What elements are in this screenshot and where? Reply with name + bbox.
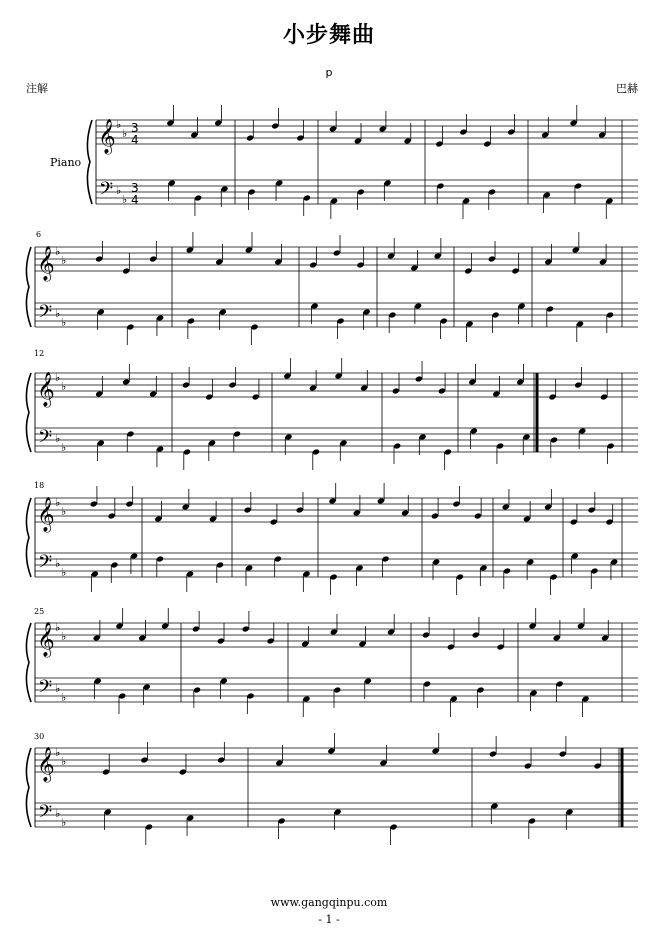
measure-number: 6 [36, 230, 42, 239]
measure-number: 30 [34, 732, 45, 741]
flat-icon: ♭ [61, 316, 67, 329]
flat-icon: ♭ [55, 307, 61, 320]
flat-icon: ♭ [116, 118, 122, 131]
staff-brace [26, 373, 31, 452]
treble-clef-icon: 𝄞 [37, 246, 55, 281]
flat-icon: ♭ [116, 184, 122, 197]
treble-clef-icon: 𝄞 [37, 747, 55, 782]
flat-icon: ♭ [55, 557, 61, 570]
flat-icon: ♭ [55, 496, 61, 509]
flat-icon: ♭ [61, 566, 67, 579]
time-signature: 3 [131, 181, 139, 195]
arranger-label: 注解 [26, 82, 48, 95]
flat-icon: ♭ [61, 254, 67, 267]
bass-clef-icon: 𝄢 [38, 302, 53, 327]
staff-brace [26, 748, 31, 827]
bass-clef-icon: 𝄢 [38, 427, 53, 452]
treble-clef-icon: 𝄞 [37, 497, 55, 532]
treble-clef-icon: 𝄞 [37, 372, 55, 407]
flat-icon: ♭ [61, 691, 67, 704]
instrument-name: Piano [50, 156, 82, 169]
flat-icon: ♭ [61, 380, 67, 393]
composer-label: 巴赫 [616, 82, 638, 95]
flat-icon: ♭ [55, 682, 61, 695]
measure-number: 12 [34, 349, 45, 358]
dynamic-marking: p [325, 66, 333, 79]
time-signature: 4 [131, 193, 139, 207]
staff-brace [26, 247, 31, 327]
page-number: - 1 - [318, 913, 340, 926]
flat-icon: ♭ [55, 621, 61, 634]
staff-brace [26, 623, 31, 702]
flat-icon: ♭ [122, 193, 128, 206]
flat-icon: ♭ [55, 807, 61, 820]
bass-clef-icon: 𝄢 [38, 802, 53, 827]
score-title: 小步舞曲 [282, 22, 375, 48]
flat-icon: ♭ [61, 441, 67, 454]
time-signature: 3 [131, 121, 139, 135]
measure-number: 18 [34, 481, 45, 490]
staff-brace [26, 498, 31, 577]
bass-clef-icon: 𝄢 [38, 552, 53, 577]
flat-icon: ♭ [61, 630, 67, 643]
staff-brace [87, 120, 92, 204]
flat-icon: ♭ [55, 746, 61, 759]
time-signature: 4 [131, 133, 139, 147]
flat-icon: ♭ [55, 245, 61, 258]
bass-clef-icon: 𝄢 [38, 677, 53, 702]
bass-clef-icon: 𝄢 [99, 179, 114, 204]
flat-icon: ♭ [55, 432, 61, 445]
footer-url: www.gangqinpu.com [270, 896, 388, 909]
flat-icon: ♭ [61, 816, 67, 829]
treble-clef-icon: 𝄞 [37, 622, 55, 657]
treble-clef-icon: 𝄞 [98, 119, 116, 154]
flat-icon: ♭ [61, 755, 67, 768]
flat-icon: ♭ [55, 371, 61, 384]
flat-icon: ♭ [61, 505, 67, 518]
measure-number: 25 [34, 607, 45, 616]
flat-icon: ♭ [122, 127, 128, 140]
